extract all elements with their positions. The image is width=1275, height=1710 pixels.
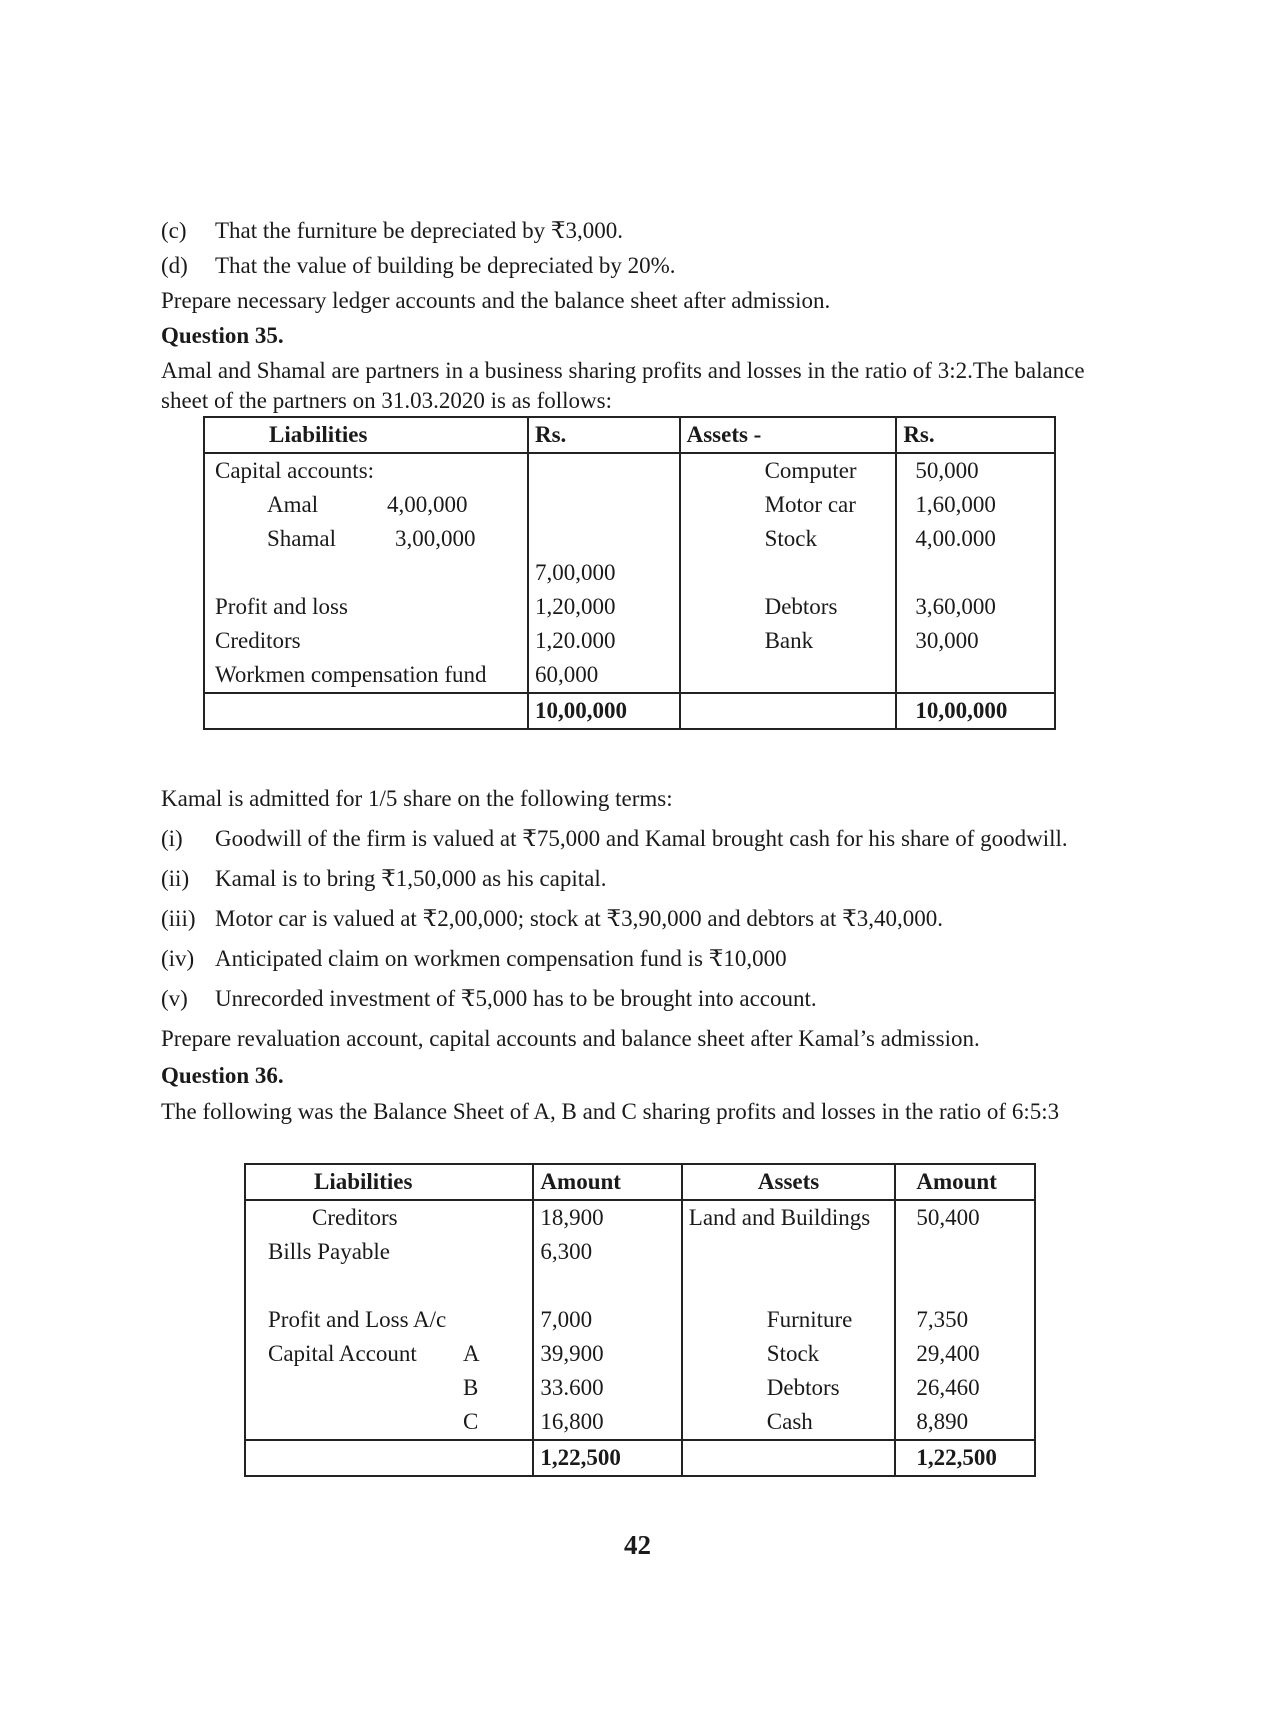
item-d: (d) That the value of building be depreciated by 20%. [161,253,676,278]
q36-asset-label: Stock [682,1337,896,1371]
table-row [204,590,1055,624]
q36-bills-amount: 6,300 [533,1235,681,1269]
item-c: (c) That the furniture be depreciated by ₹3,000. [161,218,624,243]
q35-para-line2: sheet of the partners on 31.03.2020 is as follows: [161,388,612,413]
q35-term: (i) Goodwill of the firm is valued at ₹75,000 and Kamal brought cash for his share of goodwill. [161,826,1068,851]
q36-total-liabilities: 1,22,500 [533,1440,681,1476]
q35-asset-label: Computer [680,453,897,488]
q35-asset-amount: 30,000 [915,628,979,653]
q36-asset-amount: 8,890 [916,1409,969,1434]
q35-capital-total: 7,00,000 [528,556,680,590]
q36-asset-amount: 7,350 [916,1307,969,1332]
q35-balance-sheet [203,416,1056,730]
q35-asset-amount: 3,60,000 [915,594,996,619]
q35-header-row [204,417,1055,453]
q36-capital-label: Capital Account [268,1341,417,1366]
q36-capital-c: 16,800 [533,1405,681,1440]
q36-total-row [245,1440,1035,1476]
table-row [204,624,1055,658]
q36-capital-b: 33.600 [533,1371,681,1405]
q35-liab-amount: 1,20.000 [528,624,680,658]
q36-partner-c: C [245,1405,533,1440]
q35-liab-label: Workmen compensation fund [204,658,528,693]
q36-partner-a: A [463,1341,480,1366]
q35-asset-label: Stock [680,522,897,556]
q35-asset-label: Debtors [680,590,897,624]
q36-partner-b: B [245,1371,533,1405]
table-row [245,1200,1035,1235]
q35-liab-amount: 60,000 [528,658,680,693]
table-row [245,1405,1035,1440]
q36-total-assets: 1,22,500 [895,1440,1035,1476]
q36-asset-label: Cash [682,1405,896,1440]
intro-instruction: Prepare necessary ledger accounts and the balance sheet after admission. [161,288,831,313]
q35-hdr-assets: Assets - [680,417,897,453]
q36-capital-a: 39,900 [533,1337,681,1371]
q36-pl-amount: 7,000 [533,1303,681,1337]
q36-hdr-assets: Assets [682,1164,896,1200]
q35-admission-intro: Kamal is admitted for 1/5 share on the following terms: [161,786,673,811]
table-row [204,658,1055,693]
q35-heading: Question 35. [161,323,284,348]
table-row [245,1303,1035,1337]
q35-shamal-capital: 3,00,000 [395,526,476,551]
q35-instruction: Prepare revaluation account, capital accounts and balance sheet after Kamal’s admission. [161,1026,980,1051]
q36-asset-amount: 26,460 [916,1375,980,1400]
q36-asset-label: Land and Buildings [682,1200,896,1235]
q35-total-row [204,693,1055,729]
table-row [204,522,1055,556]
q35-liab-label: Profit and loss [204,590,528,624]
q35-asset-amount: 1,60,000 [915,492,996,517]
q36-creditors-label: Creditors [245,1200,533,1235]
q35-asset-label: Motor car [680,488,897,522]
q35-hdr-rs1: Rs. [528,417,680,453]
q35-hdr-rs2: Rs. [896,417,1055,453]
q36-asset-amount: 50,400 [916,1205,980,1230]
q35-partner-shamal: Shamal [267,526,336,551]
table-row [204,488,1055,522]
q36-bills-label: Bills Payable [245,1235,533,1269]
q35-total-assets: 10,00,000 [896,693,1055,729]
q35-capital-label: Capital accounts: [204,453,528,488]
q35-asset-amount: 50,000 [915,458,979,483]
q36-hdr-liabilities: Liabilities [245,1164,533,1200]
q35-term: (v) Unrecorded investment of ₹5,000 has to be brought into account. [161,986,817,1011]
q35-asset-label: Bank [680,624,897,658]
q35-term: (ii) Kamal is to bring ₹1,50,000 as his capital. [161,866,607,891]
table-row [204,453,1055,488]
q36-balance-sheet [244,1163,1036,1477]
q36-pl-label: Profit and Loss A/c [245,1303,533,1337]
page-number: 42 [624,1530,651,1560]
table-row [204,556,1055,590]
table-row [245,1337,1035,1371]
table-row [245,1235,1035,1269]
q35-total-liabilities: 10,00,000 [528,693,680,729]
table-row [245,1371,1035,1405]
q35-term: (iii) Motor car is valued at ₹2,00,000; stock at ₹3,90,000 and debtors at ₹3,40,000. [161,906,944,931]
q36-creditors-amount: 18,900 [533,1200,681,1235]
q36-header-row [245,1164,1035,1200]
q35-liab-amount: 1,20,000 [528,590,680,624]
q36-hdr-amount2: Amount [895,1164,1035,1200]
q36-asset-label: Furniture [682,1303,896,1337]
q35-amal-capital: 4,00,000 [387,492,468,517]
q35-hdr-liabilities: Liabilities [204,417,528,453]
q35-liab-label: Creditors [204,624,528,658]
q35-partner-amal: Amal [267,492,319,517]
q35-asset-amount: 4,00.000 [915,526,996,551]
q36-para: The following was the Balance Sheet of A, B and C sharing profits and losses in the ratio of 6:5:3 [161,1099,1060,1124]
q35-term: (iv) Anticipated claim on workmen compensation fund is ₹10,000 [161,946,787,971]
table-row [245,1269,1035,1303]
q36-heading: Question 36. [161,1063,284,1088]
q36-asset-amount: 29,400 [916,1341,980,1366]
q36-hdr-amount1: Amount [533,1164,681,1200]
q36-asset-label: Debtors [682,1371,896,1405]
q35-para-line1: Amal and Shamal are partners in a business sharing profits and losses in the ratio of 3:2.The balance [161,358,1085,383]
